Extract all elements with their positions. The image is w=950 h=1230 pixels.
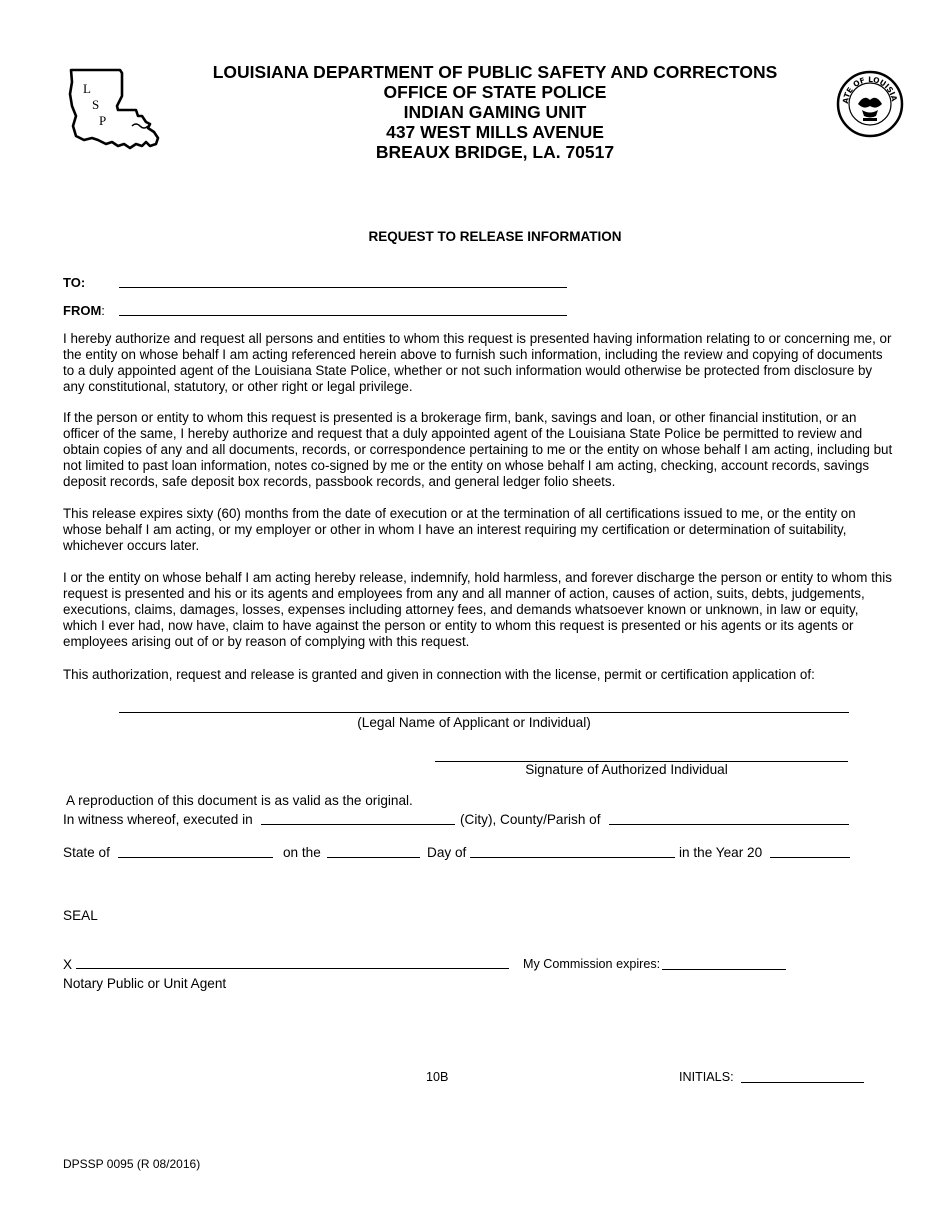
legal-name-caption: (Legal Name of Applicant or Individual) [357, 715, 591, 730]
header-line-street: 437 WEST MILLS AVENUE [386, 122, 604, 142]
seal-label: SEAL [63, 908, 98, 923]
legal-name-field[interactable] [119, 712, 849, 713]
form-title: REQUEST TO RELEASE INFORMATION [368, 229, 622, 244]
state-seal [836, 70, 904, 138]
header-line-city: BREAUX BRIDGE, LA. 70517 [375, 142, 615, 162]
on-the-label: on the [283, 845, 321, 860]
release-paragraph: I or the entity on whose behalf I am acting hereby release, indemnify, hold harmless, and forever discharge the person or entity to whom this request is presented and his or its agents and employees from any and all manner of action, causes of action, suits, debts, judgements, executions, claims, damages, losses, expenses including attorney fees, and demands whatsoever known or unknown, in law or equity, which I ever had, now have, claim to have against the person or entity to whom this request is presented or his agents or its agents or employees arising out of or by reason of complying with this request. [63, 570, 892, 649]
initials-label: INITIALS: [679, 1070, 734, 1084]
year-field[interactable] [770, 857, 850, 858]
state-seal-icon [836, 70, 904, 138]
seal-text: ATE OF LOUISIA [840, 74, 899, 105]
commission-expires-field[interactable] [662, 969, 786, 970]
header-line-office: OFFICE OF STATE POLICE [383, 82, 607, 102]
to-field[interactable] [119, 287, 567, 288]
executed-in-city-field[interactable] [261, 824, 455, 825]
from-label [63, 303, 105, 318]
day-of-label: Day of [427, 845, 467, 860]
executed-in-label: In witness whereof, executed in [63, 812, 253, 827]
logo-letter-p: P [99, 113, 107, 128]
x-mark: X [63, 957, 73, 972]
from-field[interactable] [119, 315, 567, 316]
day-of-field[interactable] [470, 857, 675, 858]
state-of-label: State of [63, 845, 110, 860]
page-code: 10B [426, 1070, 449, 1084]
form-number: DPSSP 0095 (R 08/2016) [63, 1157, 201, 1171]
louisiana-outline-icon [62, 66, 162, 154]
from-label-text: FROM [63, 303, 102, 318]
authorized-signature-caption: Signature of Authorized Individual [525, 762, 728, 777]
agency-header [160, 62, 830, 162]
logo-letter-s: S [92, 97, 100, 112]
financial-institution-paragraph: If the person or entity to whom this request is presented is a brokerage firm, bank, savings and loan, or other financial institution, or an officer of the same, I hereby authorize and request that a duly appointed agent of the Louisiana State Police be permitted to review and obtain copies of any and all documents, records, or correspondence pertaining to me or the entity on whose behalf I am acting, including but not limited to past loan information, notes co-signed by me or the entity on whose behalf I am acting, checking, account records, savings deposit records, safe deposit box records, passbook records, and general ledger folio sheets. [63, 410, 893, 489]
authorization-paragraph: I hereby authorize and request all persons and entities to whom this request is presented having information relating to or concerning me, or the entity on whose behalf I am acting referenced herein above to furnish such information, including the review and copying of documents to a duly appointed agent of the Louisiana State Police, whether or not such information would otherwise be protected from disclosure by any constitutional, statutory, or other right or legal privilege. [63, 331, 892, 394]
in-the-year-label: in the Year 20 [679, 845, 763, 860]
county-parish-field[interactable] [609, 824, 849, 825]
lsp-logo [62, 66, 162, 154]
commission-expires-label: My Commission expires: [523, 957, 661, 971]
initials-field[interactable] [741, 1082, 864, 1083]
logo-letter-l: L [83, 81, 91, 96]
expiration-paragraph: This release expires sixty (60) months from the date of execution or at the termination of all certifications issued to me, or the entity on whose behalf I am acting, or my employer or other in whom I have an interest requiring my certification or determination of suitability, whichever occurs later. [63, 506, 856, 553]
reproduction-note: A reproduction of this document is as valid as the original. [66, 793, 413, 808]
notary-caption: Notary Public or Unit Agent [63, 976, 227, 991]
connection-paragraph: This authorization, request and release is granted and given in connection with the license, permit or certification application of: [63, 667, 815, 682]
from-label-colon: : [101, 303, 105, 318]
city-county-label: (City), County/Parish of [460, 812, 601, 827]
on-the-field[interactable] [327, 857, 420, 858]
to-label: TO: [63, 275, 86, 290]
state-field[interactable] [118, 857, 273, 858]
header-line-unit: INDIAN GAMING UNIT [403, 102, 587, 122]
notary-signature-field[interactable] [76, 968, 509, 969]
header-line-department: LOUISIANA DEPARTMENT OF PUBLIC SAFETY AND CORRECTONS [212, 62, 778, 82]
